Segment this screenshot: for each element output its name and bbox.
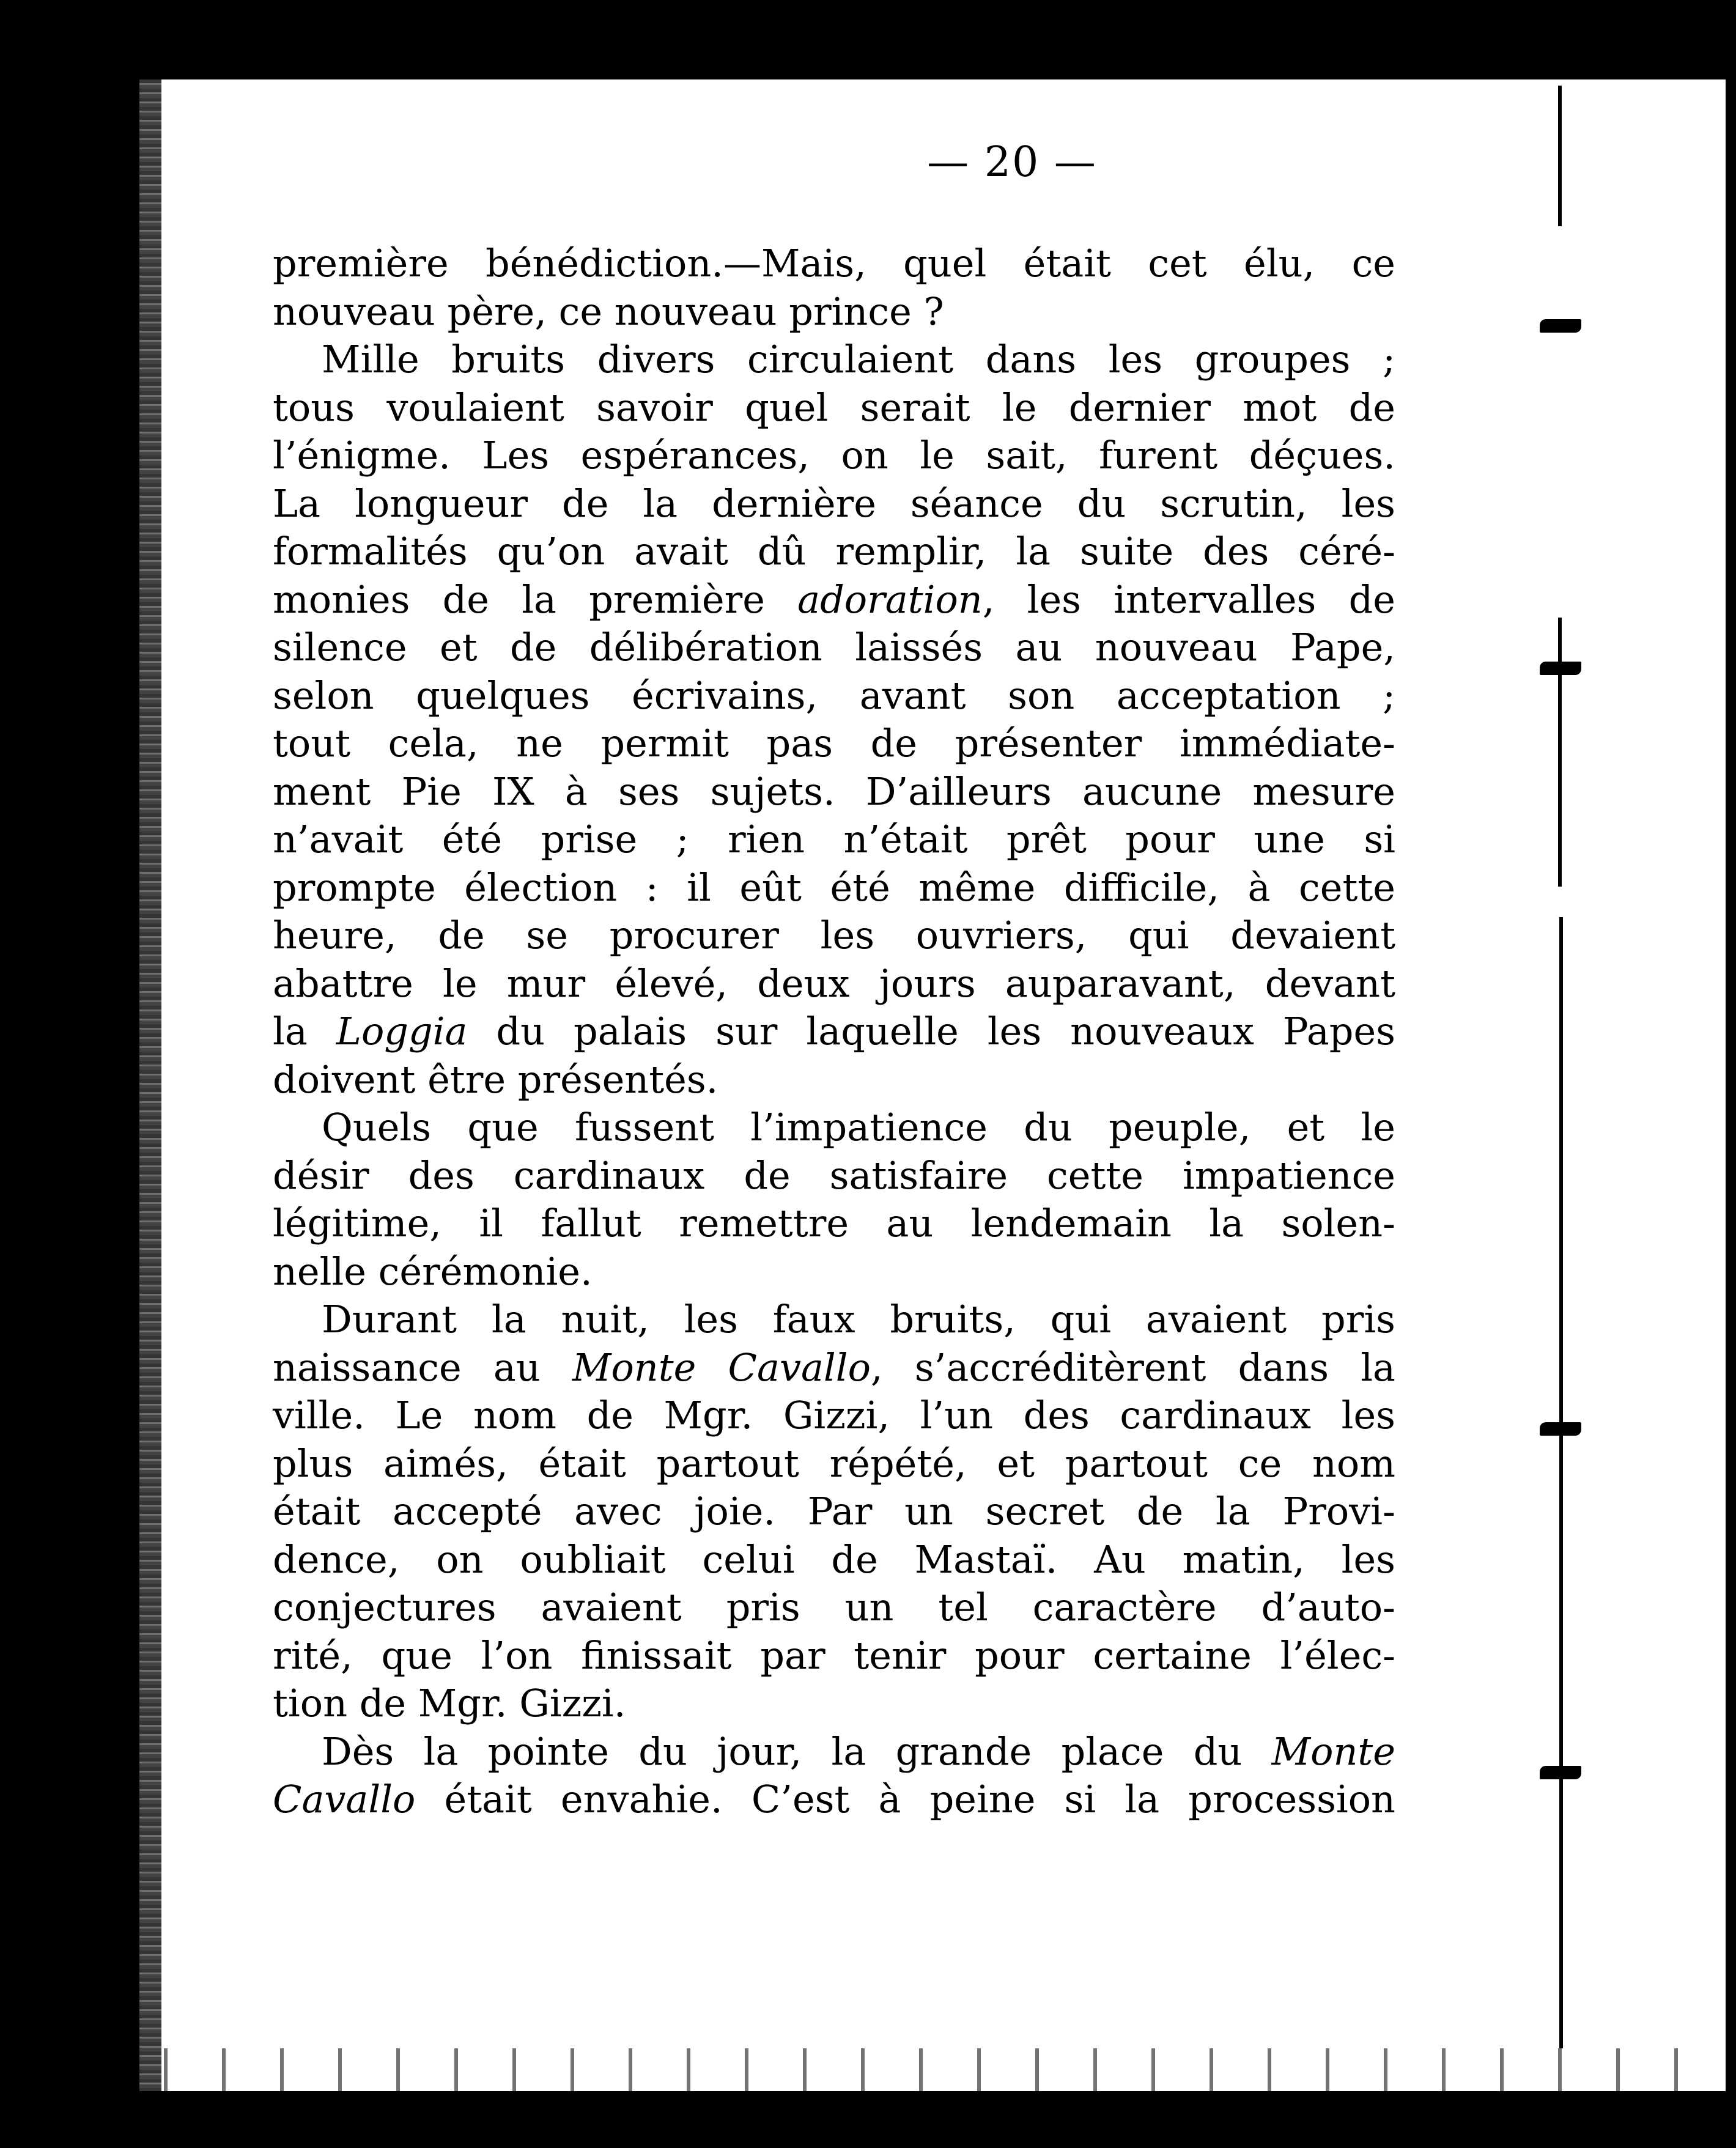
text-line: prompte élection : il eût été même difficile, à cette [273,865,1395,910]
text-line: Durant la nuit, les faux bruits, qui avaient pris [322,1297,1395,1342]
text-line: silence et de délibération laissés au nouveau Pape, [273,625,1395,670]
text-line: tous voulaient savoir quel serait le dernier mot de [273,385,1395,430]
margin-rule [1559,917,1563,2048]
text-line: la Loggia du palais sur laquelle les nouveaux Papes [273,1009,1395,1054]
text-line: Cavallo était envahie. C’est à peine si la procession [273,1777,1395,1821]
text-line: doivent être présentés. [273,1057,718,1102]
binding-edge [139,79,161,2091]
margin-mark [1540,662,1581,675]
text-line: conjectures avaient pris un tel caractère d’auto- [273,1585,1395,1629]
text-line: nelle cérémonie. [273,1249,593,1294]
margin-mark [1540,1766,1581,1779]
text-line: tion de Mgr. Gizzi. [273,1681,626,1725]
text-line: l’énigme. Les espérances, on le sait, furent déçues. [273,433,1395,478]
text-line: tout cela, ne permit pas de présenter immédiate- [273,721,1395,766]
text-line: Dès la pointe du jour, la grande place du Monte [322,1729,1395,1774]
margin-rule [1558,618,1562,887]
text-line: La longueur de la dernière séance du scrutin, les [273,481,1395,526]
text-line: heure, de se procurer les ouvriers, qui devaient [273,913,1395,958]
text-line: rité, que l’on finissait par tenir pour certaine l’élec- [273,1633,1395,1678]
text-line: première bénédiction.—Mais, quel était cet élu, ce [273,241,1395,286]
text-line: formalités qu’on avait dû remplir, la suite des céré- [273,529,1395,574]
text-line: abattre le mur élevé, deux jours auparavant, devant [273,961,1395,1006]
text-line: plus aimés, était partout répété, et partout ce nom [273,1441,1395,1486]
text-line: selon quelques écrivains, avant son acceptation ; [273,673,1395,718]
text-line: monies de la première adoration, les intervalles de [273,577,1395,622]
text-line: nouveau père, ce nouveau prince ? [273,289,944,334]
margin-mark [1540,319,1581,333]
text-line: ment Pie IX à ses sujets. D’ailleurs aucune mesure [273,769,1395,814]
body-text [273,240,1395,1824]
text-line: désir des cardinaux de satisfaire cette impatience [273,1153,1395,1198]
book-page [139,79,1726,2091]
text-line: Mille bruits divers circulaient dans les groupes ; [322,337,1395,382]
text-line: dence, on oubliait celui de Mastaï. Au matin, les [273,1537,1395,1582]
text-line: ville. Le nom de Mgr. Gizzi, l’un des cardinaux les [273,1393,1395,1438]
text-line: légitime, il fallut remettre au lendemain la solen- [273,1201,1395,1246]
page-bottom-edge [139,2048,1726,2091]
text-line: était accepté avec joie. Par un secret de la Provi- [273,1489,1395,1533]
text-line: Quels que fussent l’impatience du peuple, et le [322,1105,1395,1150]
page-number: — 20 — [927,138,1097,186]
margin-mark [1540,1422,1581,1436]
text-line: naissance au Monte Cavallo, s’accréditèrent dans la [273,1345,1396,1390]
text-line: n’avait été prise ; rien n’était prêt pour une si [273,817,1395,862]
